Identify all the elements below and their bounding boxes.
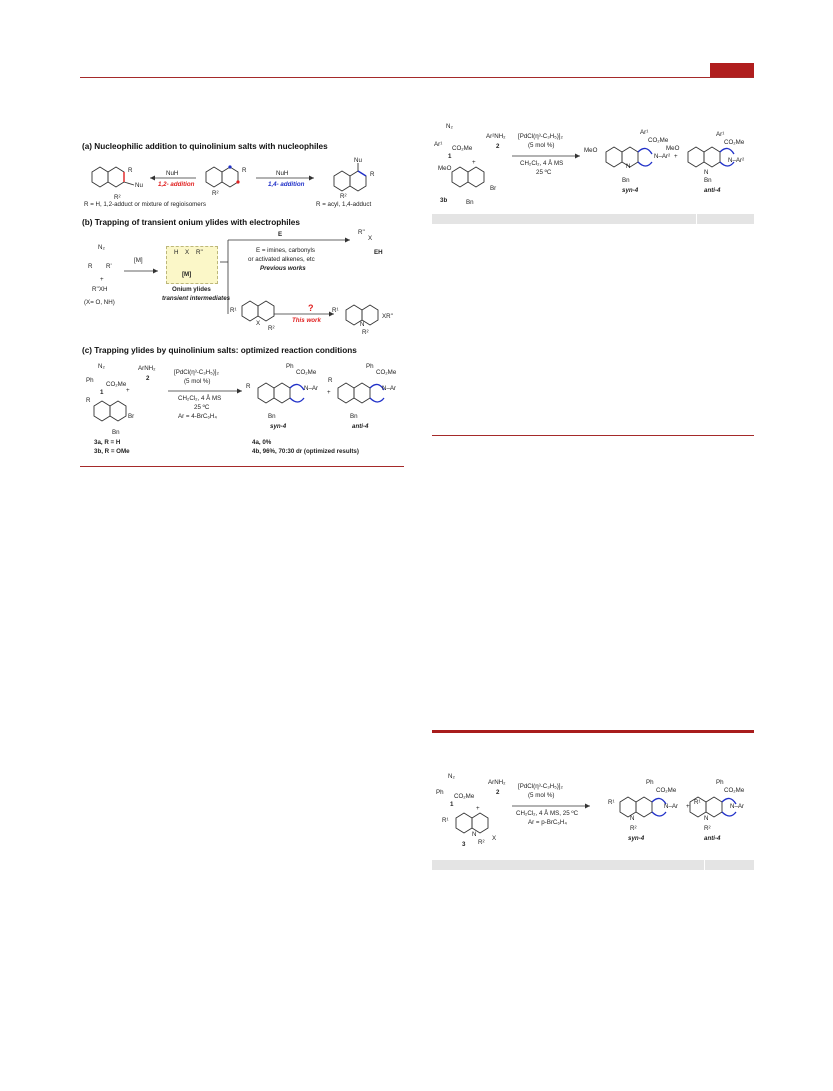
b-e-label: E (278, 231, 283, 238)
c-syn-ph: Ph (286, 363, 294, 370)
f2-mol: (5 mol %) (528, 142, 555, 149)
f2-two: 2 (496, 143, 500, 150)
c-arnh2: ArNH₂ (138, 365, 156, 372)
b-prod-x: X (368, 235, 373, 242)
c-solvent: CH₂Cl₂, 4 Å MS (178, 395, 222, 402)
figure-2-table-header (432, 214, 754, 224)
c-anti-r: R (328, 377, 333, 384)
f3-ar: Ar = p-BrC₆H₄ (528, 819, 567, 826)
b-prod-r: R'' (358, 229, 365, 236)
b-q-r2: R² (268, 325, 275, 332)
figure-2-bottom-rule (432, 435, 754, 436)
c-br: Br (128, 413, 135, 420)
f2-br: Br (490, 185, 497, 192)
f3-co2me: CO₂Me (454, 793, 475, 800)
f3-mol: (5 mol %) (528, 792, 555, 799)
f3-anti-structure (684, 788, 754, 838)
a-nu-left: Nu (135, 182, 143, 189)
f3-anti-nar: N–Ar (730, 803, 745, 810)
c-syn-bn: Bn (268, 413, 276, 420)
figure-1 (80, 138, 404, 468)
f2-plus: + (472, 159, 476, 166)
b-q-r1: R¹ (230, 307, 237, 314)
b-xdef: (X= O, NH) (84, 299, 115, 306)
f2-one: 1 (448, 153, 452, 160)
f3-plus2: + (686, 803, 690, 810)
f2-meo: MeO (438, 165, 452, 172)
b-prod-eh: EH (374, 249, 383, 256)
f3-syn-structure (614, 788, 684, 838)
f2-anti-n: N (704, 169, 709, 176)
f3-arnh2: ArNH₂ (488, 779, 506, 786)
c-anti-ph: Ph (366, 363, 374, 370)
f3-r2: R² (478, 839, 485, 846)
c-cat: [PdCl(η³-C₃H₅)]₂ (174, 369, 219, 376)
f3-syn-r2: R² (630, 825, 637, 832)
f3-one: 1 (450, 801, 454, 808)
f2-syn-ar1: Ar¹ (640, 129, 649, 136)
a-r2-left: R² (114, 194, 121, 201)
c-syn-label: syn-4 (270, 423, 287, 430)
f2-anti-co2me: CO₂Me (724, 139, 745, 146)
f2-syn-co2me: CO₂Me (648, 137, 669, 144)
f3-syn-r1: R¹ (608, 799, 615, 806)
c-mol: (5 mol %) (184, 378, 211, 385)
c-quinolinium (84, 396, 144, 432)
f2-plus2: + (674, 153, 678, 160)
b-onium1: Onium ylides (172, 286, 211, 293)
b-p-r1: R¹ (332, 307, 339, 314)
c-anti-structure (332, 374, 402, 424)
c-3b: 3b, R = OMe (94, 448, 130, 455)
c-plus2: + (327, 389, 331, 396)
a-note-left: R = H, 1,2-adduct or mixture of regioisomers (84, 201, 206, 208)
section-b-title: (b) Trapping of transient onium ylides with electrophiles (82, 218, 300, 227)
f2-anti-bn: Bn (704, 177, 712, 184)
header-rule (80, 77, 754, 78)
figure-3 (432, 770, 754, 860)
c-syn-r: R (246, 383, 251, 390)
f3-syn-label: syn-4 (628, 835, 645, 842)
f3-syn-co2me: CO₂Me (656, 787, 677, 794)
f2-anti-label: anti-4 (704, 187, 721, 194)
b-r: R (88, 263, 93, 270)
f3-three: 3 (462, 841, 466, 848)
figure-3-table-header (432, 860, 754, 870)
section-a-title: (a) Nucleophilic addition to quinolinium salts with nucleophiles (82, 142, 328, 151)
c-anti-bn: Bn (350, 413, 358, 420)
c-res-b: 4b, 96%, 70:30 dr (optimized results) (252, 448, 359, 455)
c-ph: Ph (86, 377, 94, 384)
f2-syn-meo: MeO (584, 147, 598, 154)
a-12-addition: 1,2- addition (158, 181, 195, 188)
b-ylide-m: [M] (182, 271, 192, 278)
a-r2-mid: R² (212, 190, 219, 197)
b-ylide-r2: R'' (196, 249, 203, 256)
a-r-mid: R (242, 167, 247, 174)
a-r2-right: R² (340, 193, 347, 200)
f3-r1: R¹ (442, 817, 449, 824)
a-r-left: R (128, 167, 133, 174)
header-page-tab (710, 63, 754, 77)
c-co2me: CO₂Me (106, 381, 127, 388)
b-p-xr: XR'' (382, 313, 393, 320)
b-e-text2: or activated alkenes, etc (248, 256, 315, 263)
f2-anti-meo: MeO (666, 145, 680, 152)
b-this-work: This work (292, 317, 321, 324)
b-arrow-m (124, 266, 164, 276)
f2-ar2nh2: Ar²NH₂ (486, 133, 506, 140)
a-14-addition: 1,4- addition (268, 181, 305, 188)
figure-3-top-rule (432, 730, 754, 733)
b-question: ? (308, 303, 314, 313)
b-e-text1: E = imines, carbonyls (256, 247, 315, 254)
c-anti-co2me: CO₂Me (376, 369, 397, 376)
f3-reaction-arrow (512, 803, 596, 809)
f2-syn-label: syn-4 (622, 187, 639, 194)
f3-anti-n: N (704, 815, 709, 822)
a-nu-right: Nu (354, 157, 362, 164)
c-plus: + (126, 387, 130, 394)
f2-bn: Bn (466, 199, 474, 206)
c-reaction-arrow (168, 388, 248, 394)
f2-temp: 25 ºC (536, 169, 552, 176)
b-plus: + (100, 276, 104, 283)
a-note-right: R = acyl, 1,4-adduct (316, 201, 372, 208)
f3-n: N (472, 831, 477, 838)
c-two: 2 (146, 375, 150, 382)
f3-cat: [PdCl(η³-C₃H₅)]₂ (518, 783, 563, 790)
c-temp: 25 ºC (194, 404, 210, 411)
c-ar: Ar = 4-BrC₆H₄ (178, 413, 217, 420)
b-p-r2: R² (362, 329, 369, 336)
c-syn-co2me: CO₂Me (296, 369, 317, 376)
b-rxh: R''XH (92, 286, 108, 293)
section-c-title: (c) Trapping ylides by quinolinium salts: optimized reaction conditions (82, 346, 357, 355)
c-n2: N₂ (98, 363, 105, 370)
f2-syn-n: N (626, 163, 631, 170)
b-rprime: R' (106, 263, 112, 270)
f2-cat: [PdCl(η³-C₃H₅)]₂ (518, 133, 563, 140)
f2-3b: 3b (440, 197, 448, 204)
b-product-ring (342, 302, 402, 332)
f2-ar1: Ar¹ (434, 141, 443, 148)
f3-n2: N₂ (448, 773, 455, 780)
b-n2: N₂ (98, 244, 105, 251)
f3-anti-ph: Ph (716, 779, 724, 786)
f2-anti-ar1: Ar¹ (716, 131, 725, 138)
b-p-n: N (360, 321, 365, 328)
c-anti-nar: N–Ar (382, 385, 397, 392)
a-nuh-left: NuH (166, 170, 179, 177)
f3-syn-ph: Ph (646, 779, 654, 786)
c-res-a: 4a, 0% (252, 439, 272, 446)
c-anti-label: anti-4 (352, 423, 369, 430)
c-bn: Bn (112, 429, 120, 436)
b-onium2: transient intermediates (162, 295, 231, 302)
f2-solvent: CH₂Cl₂, 4 Å MS (520, 160, 564, 167)
f2-syn-bn: Bn (622, 177, 630, 184)
b-ylide-x: X (185, 249, 190, 256)
figure-1-bottom-rule (80, 466, 404, 467)
f3-anti-co2me: CO₂Me (724, 787, 745, 794)
f2-co2me: CO₂Me (452, 145, 473, 152)
f2-syn-structure (600, 138, 670, 188)
b-q-x: X (256, 320, 261, 327)
f3-syn-nar: N–Ar (664, 803, 679, 810)
b-ylide-h: H (174, 249, 179, 256)
f3-solvent: CH₂Cl₂, 4 Å MS, 25 ºC (516, 810, 579, 817)
f3-anti-label: anti-4 (704, 835, 721, 842)
b-m-cat: [M] (134, 257, 143, 264)
b-prev: Previous works (260, 265, 306, 272)
f2-syn-nar2: N–Ar² (654, 153, 671, 160)
a-nuh-right: NuH (276, 170, 289, 177)
f3-plus: + (476, 805, 480, 812)
f3-ph: Ph (436, 789, 444, 796)
c-3a: 3a, R = H (94, 439, 121, 446)
c-r: R (86, 397, 91, 404)
f3-anti-r2: R² (704, 825, 711, 832)
f2-anti-nar2: N–Ar² (728, 157, 745, 164)
f3-two: 2 (496, 789, 500, 796)
c-one: 1 (100, 389, 104, 396)
f3-quinolinium (446, 805, 506, 844)
f2-reaction-arrow (512, 153, 586, 159)
c-syn-structure (252, 374, 322, 424)
f3-x: X (492, 835, 497, 842)
f3-syn-n: N (630, 815, 635, 822)
f3-anti-r1: R¹ (694, 799, 701, 806)
a-r-right: R (370, 171, 375, 178)
c-syn-nar: N–Ar (304, 385, 319, 392)
f2-n2: N₂ (446, 123, 453, 130)
